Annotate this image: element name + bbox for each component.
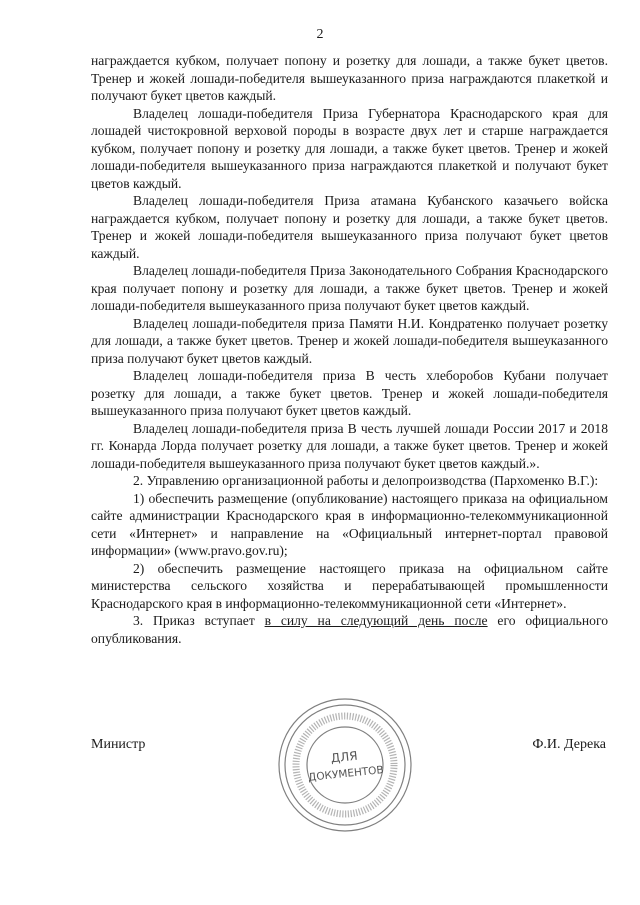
paragraph: Владелец лошади-победителя приза Памяти Н.И. Кондратенко получает розетку для лошади, а также букет цветов. Тренер и жокей лошади-победителя вышеуказанного приза получают букет цветов каждый. <box>91 315 608 366</box>
signatory-name: Ф.И. Дерека <box>532 737 606 752</box>
paragraph: Владелец лошади-победителя приза В честь хлеборобов Кубани получает розетку для лошади, а также букет цветов. Тренер и жокей лошади-победителя вышеуказанного приза получают букет цветов каждый. <box>91 368 608 418</box>
final-paragraph-start: 3. Приказ вступает <box>133 613 265 628</box>
paragraph: Владелец лошади-победителя Приза Законодательного Собрания Краснодарского края получает попону и розетку для лошади, а также букет цветов. Тренер и жокей лошади-победителя вышеуказанного приза получают букет цветов каждый. <box>91 263 608 313</box>
paragraph: Владелец лошади-победителя Приза Губернатора Краснодарского края для лошадей чистокровной верховой породы в возрасте двух лет и старше награждается кубком, получает попону и розетку для лошади, а также букет цветов. Тренер и жокей лошади-победителя вышеуказанного приза награждаются плакеткой и получают букет цветов каждый. <box>91 105 608 191</box>
paragraph: 1) обеспечить размещение (опубликование) настоящего приказа на официальном сайте администрации Краснодарского края в информационно-телекоммуникационной сети «Интернет» и направление на «Официальный интернет-портал правовой информации» (www.pravo.gov.ru); <box>91 490 608 558</box>
page-number: 2 <box>316 27 324 42</box>
underlined-text: в силу на следующий день после <box>264 613 488 628</box>
paragraph: 2. Управлению организационной работы и делопроизводства (Пархоменко В.Г.): <box>133 473 599 488</box>
final-paragraph-end: его официального опубликования. <box>91 613 608 646</box>
stamp-text-line2: ДОКУМЕНТОВ <box>307 764 385 784</box>
paragraph: 2) обеспечить размещение настоящего приказа на официальном сайте министерства сельского хозяйства и перерабатывающей промышленности Краснодарского края в информационно-телекоммуникационной сети «Интернет». <box>91 560 608 611</box>
signatory-position: Министр <box>91 737 146 752</box>
document-body <box>91 52 608 647</box>
stamp-text-line1: ДЛЯ <box>330 748 359 766</box>
paragraph: награждается кубком, получает попону и розетку для лошади, а также букет цветов. Тренер и жокей лошади-победителя вышеуказанного приза награждаются плакеткой и получают букет цветов каждый. <box>91 53 608 103</box>
final-paragraph <box>91 612 608 647</box>
official-stamp <box>275 695 415 835</box>
paragraph: Владелец лошади-победителя Приза атамана Кубанского казачьего войска награждается кубком, получает попону и розетку для лошади, а также букет цветов. Тренер и жокей лошади-победителя вышеуказанного приза получают букет цветов каждый. <box>91 193 608 261</box>
paragraph: Владелец лошади-победителя приза В честь лучшей лошади России 2017 и 2018 гг. Конарда Лорда получает розетку для лошади, а также букет цветов. Тренер и жокей лошади-победителя вышеуказанного приза получают букет цветов каждый.». <box>91 420 608 471</box>
